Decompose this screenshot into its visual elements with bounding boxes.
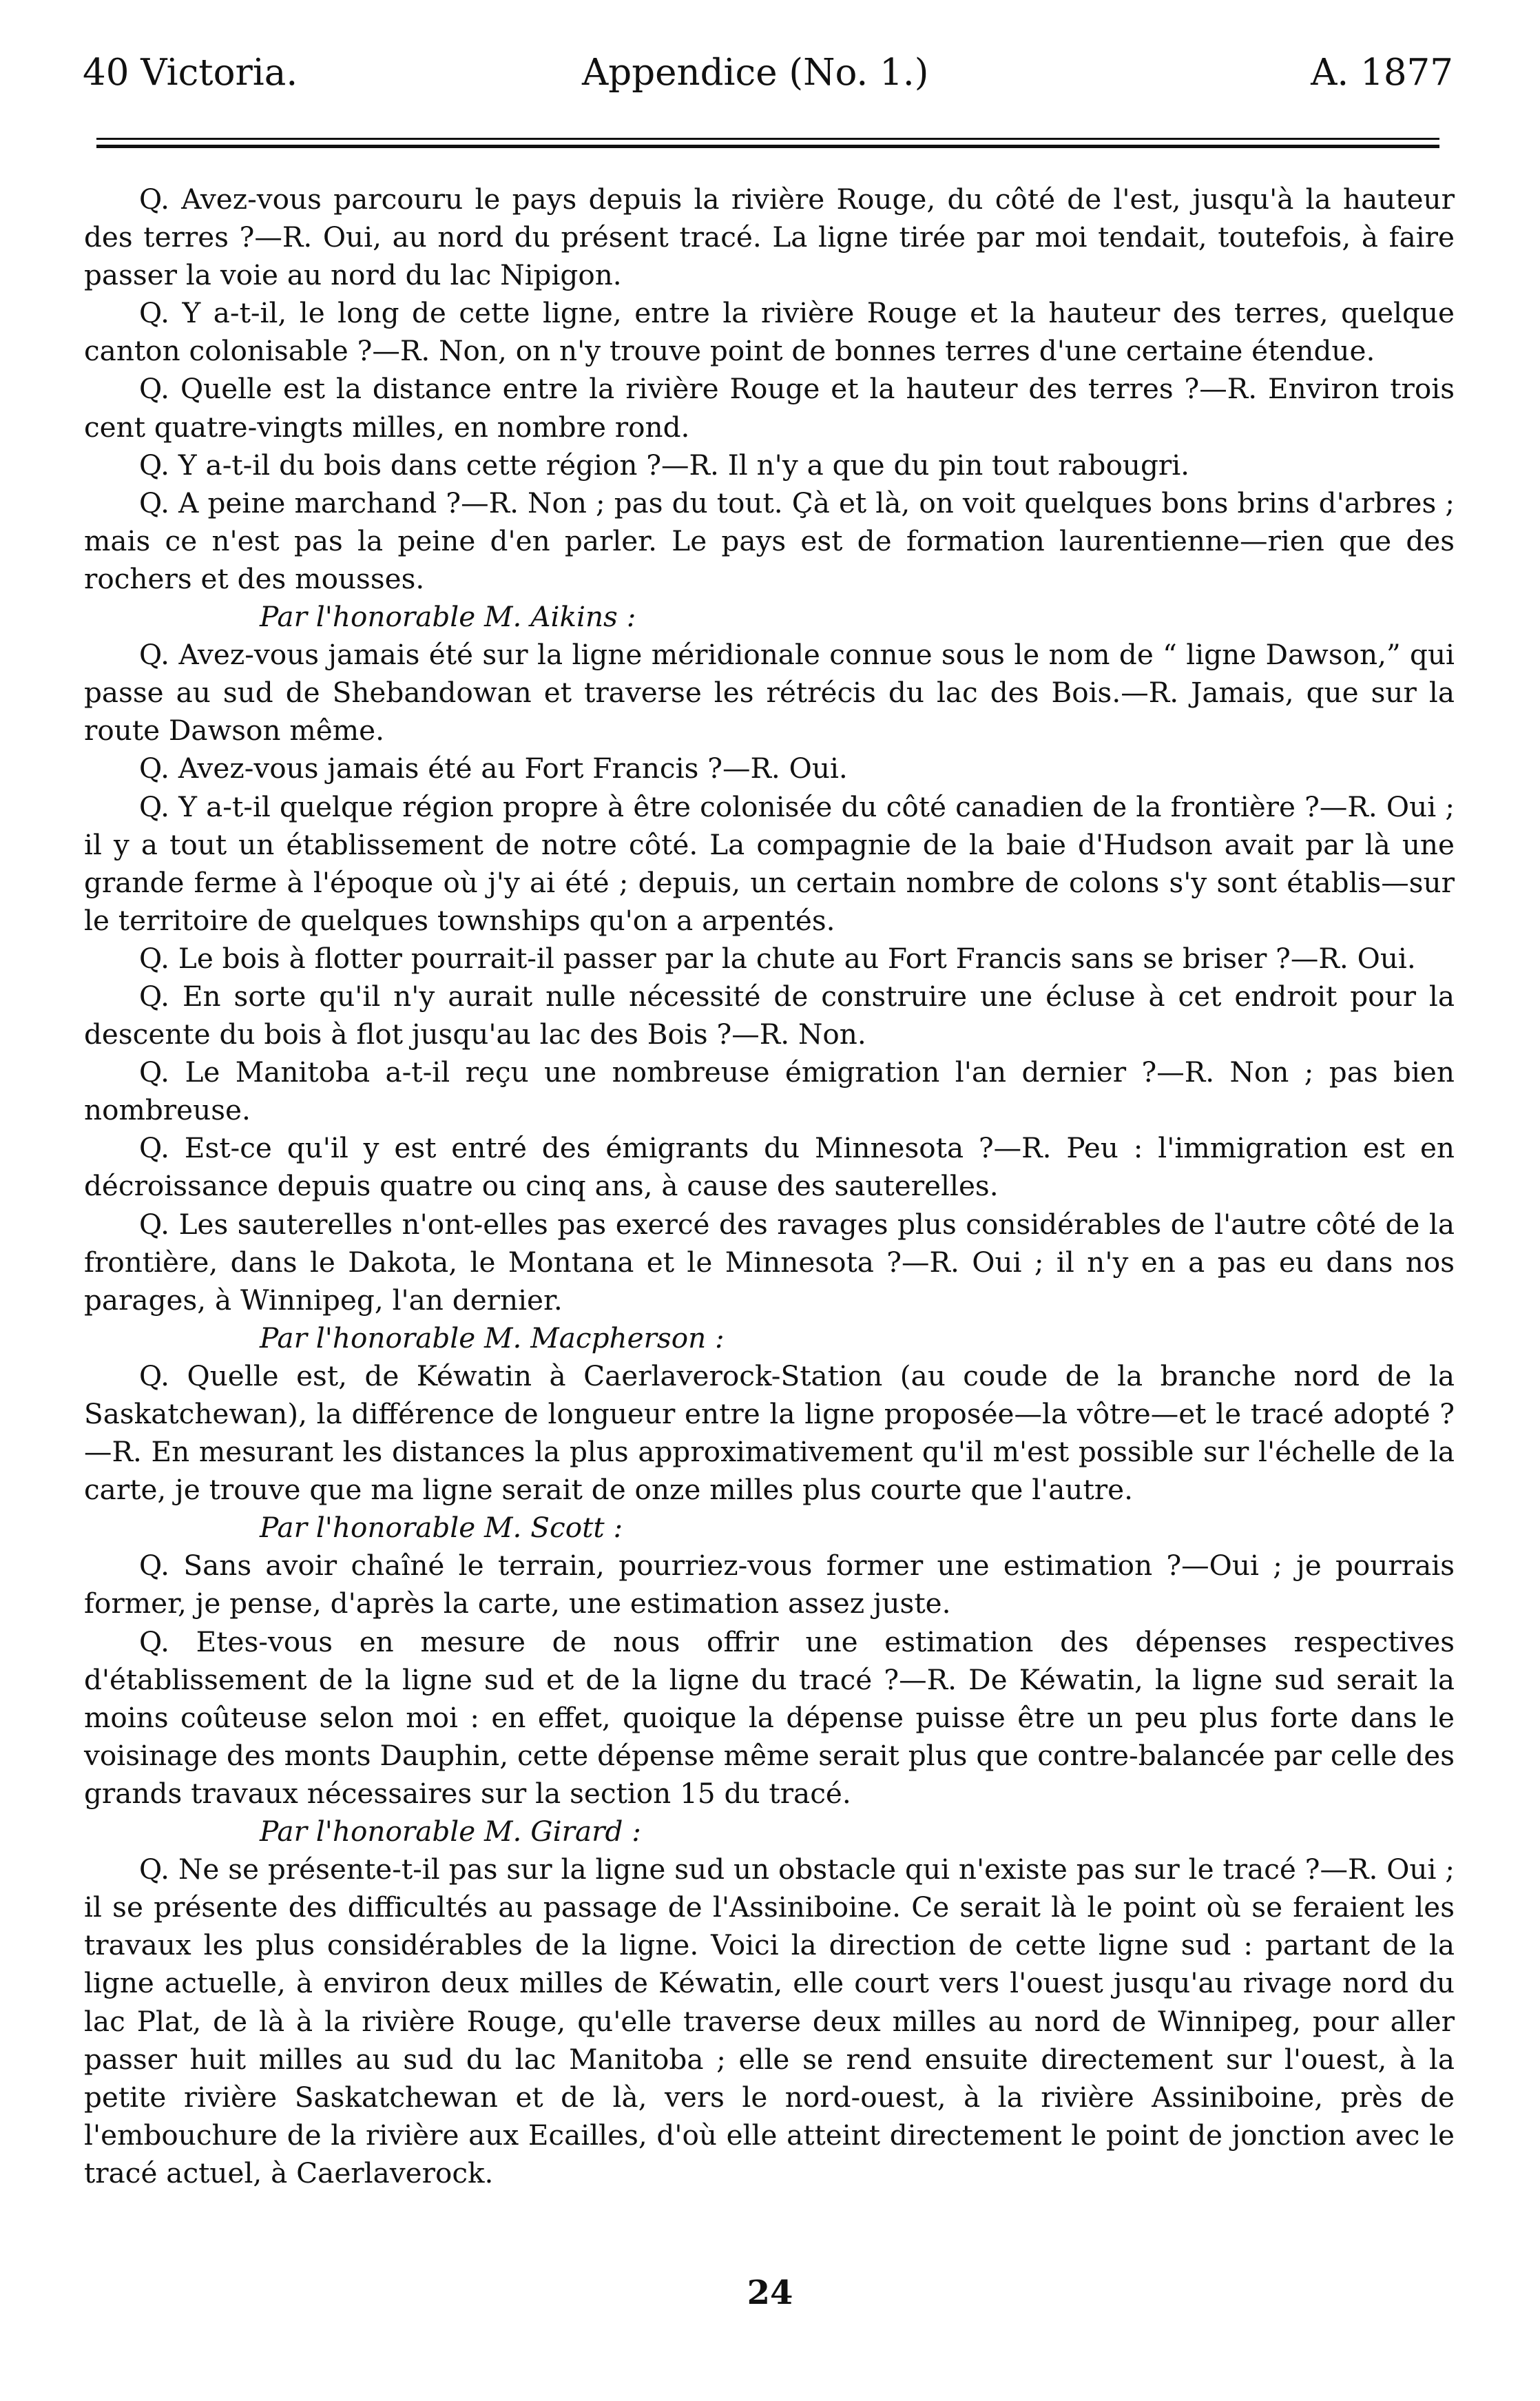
qa-paragraph: Q. En sorte qu'il n'y aurait nulle nécessité de construire une écluse à cet endroit pour la descente du bois à flot jusqu'au lac des Bois ?—R. Non. — [84, 979, 1455, 1051]
header-rule-thin — [96, 138, 1439, 140]
qa-paragraph: Q. Quelle est la distance entre la rivière Rouge et la hauteur des terres ?—R. Environ trois cent quatre-vingts milles, en nombre rond. — [84, 372, 1455, 444]
page-number: 24 — [747, 2274, 793, 2312]
qa-paragraph: Q. Avez-vous parcouru le pays depuis la rivière Rouge, du côté de l'est, jusqu'à la hauteur des terres ?—R. Oui, au nord du présent tracé. La ligne tirée par moi tendait, toutefois, à faire passer la voie au nord du lac Nipigon. — [84, 183, 1455, 292]
qa-paragraph: Q. Les sauterelles n'ont-elles pas exercé des ravages plus considérables de l'autre côté de la frontière, dans le Dakota, le Montana et le Minnesota ?—R. Oui ; il n'y en a pas eu dans nos parages, à Winnipeg, l'an dernier. — [84, 1207, 1455, 1317]
header-center: Appendice (No. 1.) — [582, 52, 929, 94]
header-left: 40 Victoria. — [83, 52, 298, 94]
running-header — [83, 52, 1453, 107]
qa-paragraph: Q. Le bois à flotter pourrait-il passer par la chute au Fort Francis sans se briser ?—R. Oui. — [139, 941, 1416, 975]
speaker-heading: Par l'honorable M. Aikins : — [260, 600, 636, 634]
qa-paragraph: Q. Avez-vous jamais été sur la ligne méridionale connue sous le nom de “ ligne Dawson,” qui passe au sud de Shebandowan et traverse les rétrécis du lac des Bois.—R. Jamais, que sur la route Dawson même. — [84, 638, 1455, 748]
qa-paragraph: Q. A peine marchand ?—R. Non ; pas du tout. Çà et là, on voit quelques bons brins d'arbres ; mais ce n'est pas la peine d'en parler. Le pays est de formation laurentienne—rien que des rochers et des mousses. — [84, 486, 1455, 595]
qa-paragraph: Q. Sans avoir chaîné le terrain, pourriez-vous former une estimation ?—Oui ; je pourrais former, je pense, d'après la carte, une estimation assez juste. — [84, 1549, 1455, 1620]
header-rule-thick — [96, 145, 1439, 148]
body-text — [84, 181, 1455, 2192]
header-right: A. 1877 — [1311, 52, 1453, 94]
qa-paragraph: Q. Le Manitoba a-t-il reçu une nombreuse émigration l'an dernier ?—R. Non ; pas bien nombreuse. — [84, 1055, 1455, 1127]
qa-paragraph: Q. Y a-t-il, le long de cette ligne, entre la rivière Rouge et la hauteur des terres, quelque canton colonisable ?—R. Non, on n'y trouve point de bonnes terres d'une certaine étendue. — [84, 296, 1455, 368]
qa-paragraph: Q. Est-ce qu'il y est entré des émigrants du Minnesota ?—R. Peu : l'immigration est en décroissance depuis quatre ou cinq ans, à cause des sauterelles. — [84, 1131, 1455, 1203]
qa-paragraph: Q. Ne se présente-t-il pas sur la ligne sud un obstacle qui n'existe pas sur le tracé ?—R. Oui ; il se présente des difficultés au passage de l'Assiniboine. Ce serait là le point où se feraient les travaux les plus considérables de la ligne. Voici la direction de cette ligne sud : partant de la ligne actuelle, à environ deux milles de Kéwatin, elle court vers l'ouest jusqu'au rivage nord du lac Plat, de là à la rivière Rouge, qu'elle traverse deux milles au nord de Winnipeg, pour aller passer huit milles au sud du lac Manitoba ; elle se rend ensuite directement sur l'ouest, à la petite rivière Saskatchewan et de là, vers le nord-ouest, à la rivière Assiniboine, près de l'embouchure de la rivière aux Ecailles, d'où elle atteint directement le point de jonction avec le tracé actuel, à Caerlaverock. — [84, 1853, 1455, 2189]
qa-paragraph: Q. Quelle est, de Kéwatin à Caerlaverock-Station (au coude de la branche nord de la Saskatchewan), la différence de longueur entre la ligne proposée—la vôtre—et le tracé adopté ?—R. En mesurant les distances la plus approximativement qu'il m'est possible sur l'échelle de la carte, je trouve que ma ligne serait de onze milles plus courte que l'autre. — [84, 1359, 1455, 1507]
speaker-heading: Par l'honorable M. Macpherson : — [260, 1321, 725, 1354]
speaker-heading: Par l'honorable M. Girard : — [260, 1815, 641, 1848]
qa-paragraph: Q. Y a-t-il quelque région propre à être colonisée du côté canadien de la frontière ?—R. Oui ; il y a tout un établissement de notre côté. La compagnie de la baie d'Hudson avait par là une grande ferme à l'époque où j'y ai été ; depuis, un certain nombre de colons s'y sont établis—sur le territoire de quelques townships qu'on a arpentés. — [84, 790, 1455, 937]
speaker-heading: Par l'honorable M. Scott : — [260, 1511, 623, 1545]
qa-paragraph: Q. Avez-vous jamais été au Fort Francis ?—R. Oui. — [139, 752, 848, 785]
qa-paragraph: Q. Etes-vous en mesure de nous offrir une estimation des dépenses respectives d'établissement de la ligne sud et de la ligne du tracé ?—R. De Kéwatin, la ligne sud serait la moins coûteuse selon moi : en effet, quoique la dépense puisse être un peu plus forte dans le voisinage des monts Dauphin, cette dépense même serait plus que contre-balancée par celle des grands travaux nécessaires sur la section 15 du tracé. — [84, 1625, 1455, 1810]
qa-paragraph: Q. Y a-t-il du bois dans cette région ?—R. Il n'y a que du pin tout rabougri. — [139, 448, 1190, 482]
